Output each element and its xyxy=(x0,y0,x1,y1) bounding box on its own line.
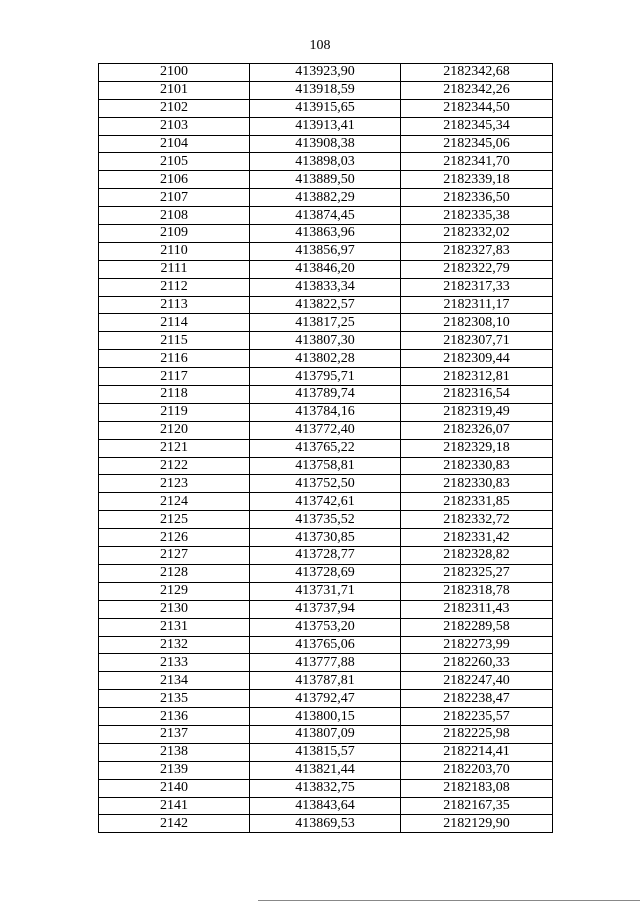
table-row xyxy=(99,278,553,296)
y-coordinate-cell: 2182309,44 xyxy=(401,350,553,368)
table-row xyxy=(99,117,553,135)
page-number: 108 xyxy=(309,38,331,53)
table-row xyxy=(99,564,553,582)
point-number-cell: 2117 xyxy=(99,368,250,386)
table-row xyxy=(99,743,553,761)
y-coordinate-cell: 2182345,34 xyxy=(401,117,553,135)
point-number-cell: 2111 xyxy=(99,260,250,278)
y-coordinate-cell: 2182332,72 xyxy=(401,511,553,529)
table-row xyxy=(99,81,553,99)
point-number-cell: 2119 xyxy=(99,403,250,421)
x-coordinate-cell: 413869,53 xyxy=(250,815,401,833)
table-row xyxy=(99,708,553,726)
x-coordinate-cell: 413800,15 xyxy=(250,708,401,726)
point-number-cell: 2126 xyxy=(99,529,250,547)
x-coordinate-cell: 413765,06 xyxy=(250,636,401,654)
y-coordinate-cell: 2182330,83 xyxy=(401,475,553,493)
x-coordinate-cell: 413898,03 xyxy=(250,153,401,171)
table-row xyxy=(99,815,553,833)
point-number-cell: 2141 xyxy=(99,797,250,815)
x-coordinate-cell: 413918,59 xyxy=(250,81,401,99)
table-row xyxy=(99,672,553,690)
bottom-rule xyxy=(258,900,640,901)
table-row xyxy=(99,225,553,243)
point-number-cell: 2137 xyxy=(99,725,250,743)
x-coordinate-cell: 413737,94 xyxy=(250,600,401,618)
table-row xyxy=(99,475,553,493)
x-coordinate-cell: 413874,45 xyxy=(250,207,401,225)
point-number-cell: 2130 xyxy=(99,600,250,618)
y-coordinate-cell: 2182129,90 xyxy=(401,815,553,833)
point-number-cell: 2101 xyxy=(99,81,250,99)
point-number-cell: 2102 xyxy=(99,99,250,117)
y-coordinate-cell: 2182308,10 xyxy=(401,314,553,332)
table-row xyxy=(99,439,553,457)
y-coordinate-cell: 2182329,18 xyxy=(401,439,553,457)
point-number-cell: 2132 xyxy=(99,636,250,654)
table-row xyxy=(99,64,553,82)
x-coordinate-cell: 413832,75 xyxy=(250,779,401,797)
y-coordinate-cell: 2182336,50 xyxy=(401,189,553,207)
table-row xyxy=(99,207,553,225)
y-coordinate-cell: 2182319,49 xyxy=(401,403,553,421)
point-number-cell: 2114 xyxy=(99,314,250,332)
table-row xyxy=(99,618,553,636)
point-number-cell: 2109 xyxy=(99,225,250,243)
x-coordinate-cell: 413742,61 xyxy=(250,493,401,511)
y-coordinate-cell: 2182307,71 xyxy=(401,332,553,350)
x-coordinate-cell: 413728,69 xyxy=(250,564,401,582)
y-coordinate-cell: 2182167,35 xyxy=(401,797,553,815)
point-number-cell: 2100 xyxy=(99,64,250,82)
point-number-cell: 2121 xyxy=(99,439,250,457)
point-number-cell: 2124 xyxy=(99,493,250,511)
point-number-cell: 2134 xyxy=(99,672,250,690)
point-number-cell: 2108 xyxy=(99,207,250,225)
point-number-cell: 2129 xyxy=(99,582,250,600)
y-coordinate-cell: 2182225,98 xyxy=(401,725,553,743)
x-coordinate-cell: 413846,20 xyxy=(250,260,401,278)
x-coordinate-cell: 413787,81 xyxy=(250,672,401,690)
coordinates-table xyxy=(98,63,553,833)
y-coordinate-cell: 2182247,40 xyxy=(401,672,553,690)
point-number-cell: 2139 xyxy=(99,761,250,779)
y-coordinate-cell: 2182341,70 xyxy=(401,153,553,171)
y-coordinate-cell: 2182330,83 xyxy=(401,457,553,475)
table-row xyxy=(99,314,553,332)
table-row xyxy=(99,368,553,386)
y-coordinate-cell: 2182214,41 xyxy=(401,743,553,761)
table-row xyxy=(99,457,553,475)
x-coordinate-cell: 413728,77 xyxy=(250,547,401,565)
y-coordinate-cell: 2182331,85 xyxy=(401,493,553,511)
point-number-cell: 2131 xyxy=(99,618,250,636)
y-coordinate-cell: 2182317,33 xyxy=(401,278,553,296)
point-number-cell: 2118 xyxy=(99,386,250,404)
y-coordinate-cell: 2182316,54 xyxy=(401,386,553,404)
y-coordinate-cell: 2182289,58 xyxy=(401,618,553,636)
x-coordinate-cell: 413731,71 xyxy=(250,582,401,600)
y-coordinate-cell: 2182345,06 xyxy=(401,135,553,153)
point-number-cell: 2116 xyxy=(99,350,250,368)
x-coordinate-cell: 413789,74 xyxy=(250,386,401,404)
y-coordinate-cell: 2182331,42 xyxy=(401,529,553,547)
y-coordinate-cell: 2182325,27 xyxy=(401,564,553,582)
y-coordinate-cell: 2182332,02 xyxy=(401,225,553,243)
table-row xyxy=(99,600,553,618)
x-coordinate-cell: 413758,81 xyxy=(250,457,401,475)
x-coordinate-cell: 413765,22 xyxy=(250,439,401,457)
point-number-cell: 2106 xyxy=(99,171,250,189)
table-row xyxy=(99,493,553,511)
x-coordinate-cell: 413821,44 xyxy=(250,761,401,779)
table-row xyxy=(99,99,553,117)
point-number-cell: 2136 xyxy=(99,708,250,726)
point-number-cell: 2104 xyxy=(99,135,250,153)
table-row xyxy=(99,654,553,672)
x-coordinate-cell: 413882,29 xyxy=(250,189,401,207)
table-row xyxy=(99,242,553,260)
y-coordinate-cell: 2182327,83 xyxy=(401,242,553,260)
y-coordinate-cell: 2182322,79 xyxy=(401,260,553,278)
x-coordinate-cell: 413802,28 xyxy=(250,350,401,368)
x-coordinate-cell: 413807,30 xyxy=(250,332,401,350)
point-number-cell: 2103 xyxy=(99,117,250,135)
table-row xyxy=(99,529,553,547)
point-number-cell: 2105 xyxy=(99,153,250,171)
y-coordinate-cell: 2182273,99 xyxy=(401,636,553,654)
y-coordinate-cell: 2182342,26 xyxy=(401,81,553,99)
x-coordinate-cell: 413752,50 xyxy=(250,475,401,493)
table-row xyxy=(99,260,553,278)
y-coordinate-cell: 2182238,47 xyxy=(401,690,553,708)
x-coordinate-cell: 413735,52 xyxy=(250,511,401,529)
x-coordinate-cell: 413856,97 xyxy=(250,242,401,260)
table-row xyxy=(99,135,553,153)
point-number-cell: 2135 xyxy=(99,690,250,708)
y-coordinate-cell: 2182311,43 xyxy=(401,600,553,618)
point-number-cell: 2112 xyxy=(99,278,250,296)
point-number-cell: 2140 xyxy=(99,779,250,797)
table-row xyxy=(99,779,553,797)
point-number-cell: 2122 xyxy=(99,457,250,475)
x-coordinate-cell: 413843,64 xyxy=(250,797,401,815)
y-coordinate-cell: 2182342,68 xyxy=(401,64,553,82)
table-row xyxy=(99,582,553,600)
point-number-cell: 2107 xyxy=(99,189,250,207)
y-coordinate-cell: 2182311,17 xyxy=(401,296,553,314)
point-number-cell: 2128 xyxy=(99,564,250,582)
x-coordinate-cell: 413923,90 xyxy=(250,64,401,82)
y-coordinate-cell: 2182203,70 xyxy=(401,761,553,779)
y-coordinate-cell: 2182260,33 xyxy=(401,654,553,672)
x-coordinate-cell: 413822,57 xyxy=(250,296,401,314)
point-number-cell: 2113 xyxy=(99,296,250,314)
coordinates-table-body xyxy=(99,64,553,833)
y-coordinate-cell: 2182318,78 xyxy=(401,582,553,600)
table-row xyxy=(99,189,553,207)
table-row xyxy=(99,350,553,368)
table-row xyxy=(99,547,553,565)
y-coordinate-cell: 2182235,57 xyxy=(401,708,553,726)
point-number-cell: 2142 xyxy=(99,815,250,833)
y-coordinate-cell: 2182183,08 xyxy=(401,779,553,797)
x-coordinate-cell: 413795,71 xyxy=(250,368,401,386)
table-row xyxy=(99,153,553,171)
table-row xyxy=(99,332,553,350)
table-row xyxy=(99,797,553,815)
point-number-cell: 2110 xyxy=(99,242,250,260)
point-number-cell: 2120 xyxy=(99,421,250,439)
point-number-cell: 2133 xyxy=(99,654,250,672)
y-coordinate-cell: 2182339,18 xyxy=(401,171,553,189)
x-coordinate-cell: 413889,50 xyxy=(250,171,401,189)
table-row xyxy=(99,690,553,708)
table-row xyxy=(99,761,553,779)
x-coordinate-cell: 413913,41 xyxy=(250,117,401,135)
x-coordinate-cell: 413730,85 xyxy=(250,529,401,547)
x-coordinate-cell: 413772,40 xyxy=(250,421,401,439)
y-coordinate-cell: 2182312,81 xyxy=(401,368,553,386)
x-coordinate-cell: 413777,88 xyxy=(250,654,401,672)
x-coordinate-cell: 413784,16 xyxy=(250,403,401,421)
table-row xyxy=(99,386,553,404)
table-row xyxy=(99,421,553,439)
x-coordinate-cell: 413863,96 xyxy=(250,225,401,243)
table-row xyxy=(99,636,553,654)
x-coordinate-cell: 413908,38 xyxy=(250,135,401,153)
point-number-cell: 2123 xyxy=(99,475,250,493)
x-coordinate-cell: 413833,34 xyxy=(250,278,401,296)
table-row xyxy=(99,296,553,314)
point-number-cell: 2125 xyxy=(99,511,250,529)
point-number-cell: 2138 xyxy=(99,743,250,761)
x-coordinate-cell: 413807,09 xyxy=(250,725,401,743)
table-row xyxy=(99,511,553,529)
x-coordinate-cell: 413915,65 xyxy=(250,99,401,117)
x-coordinate-cell: 413817,25 xyxy=(250,314,401,332)
x-coordinate-cell: 413753,20 xyxy=(250,618,401,636)
x-coordinate-cell: 413792,47 xyxy=(250,690,401,708)
table-row xyxy=(99,171,553,189)
y-coordinate-cell: 2182326,07 xyxy=(401,421,553,439)
table-row xyxy=(99,403,553,421)
table-row xyxy=(99,725,553,743)
y-coordinate-cell: 2182335,38 xyxy=(401,207,553,225)
x-coordinate-cell: 413815,57 xyxy=(250,743,401,761)
y-coordinate-cell: 2182328,82 xyxy=(401,547,553,565)
point-number-cell: 2127 xyxy=(99,547,250,565)
point-number-cell: 2115 xyxy=(99,332,250,350)
y-coordinate-cell: 2182344,50 xyxy=(401,99,553,117)
